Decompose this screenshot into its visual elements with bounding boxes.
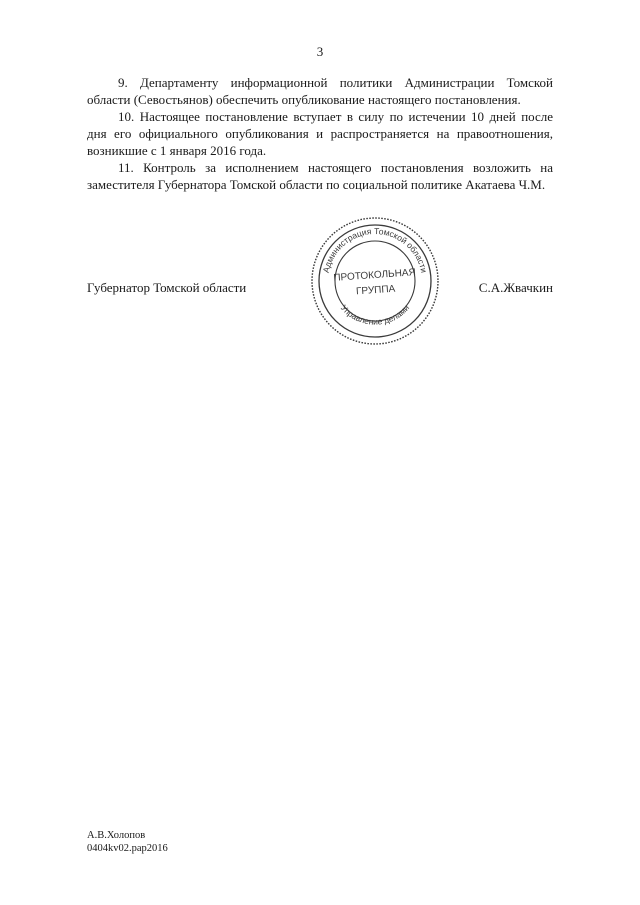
- paragraph-9: 9. Департаменту информационной политики Администрации Томской области (Севостьянов) обеспечить опубликование настоящего постановления.: [87, 75, 553, 107]
- stamp-top-arc-text: Администрация Томской области: [320, 225, 430, 274]
- paragraph-10: 10. Настоящее постановление вступает в силу по истечении 10 дней после дня его официального опубликования и распространяется на правоотношения, возникшие с 1 января 2016 года.: [87, 109, 553, 158]
- stamp-bottom-arc-text: Управление делами: [338, 302, 412, 327]
- page-number: 3: [316, 44, 324, 59]
- official-stamp: [308, 214, 442, 348]
- stamp-inner-line1: ПРОТОКОЛЬНАЯ: [333, 267, 417, 284]
- signature-name: С.А.Жвачкин: [478, 280, 553, 295]
- footer-file-code: 0404kv02.pap2016: [87, 843, 168, 854]
- footer-author: А.В.Холопов: [87, 830, 146, 841]
- document-footer: [87, 829, 168, 855]
- stamp-inner-line2: ГРУППА: [355, 283, 396, 298]
- signature-role: Губернатор Томской области: [87, 280, 247, 295]
- paragraph-11: 11. Контроль за исполнением настоящего постановления возложить на заместителя Губернатора Томской области по социальной политике Акатаева Ч.М.: [87, 160, 553, 192]
- document-body: [87, 74, 553, 193]
